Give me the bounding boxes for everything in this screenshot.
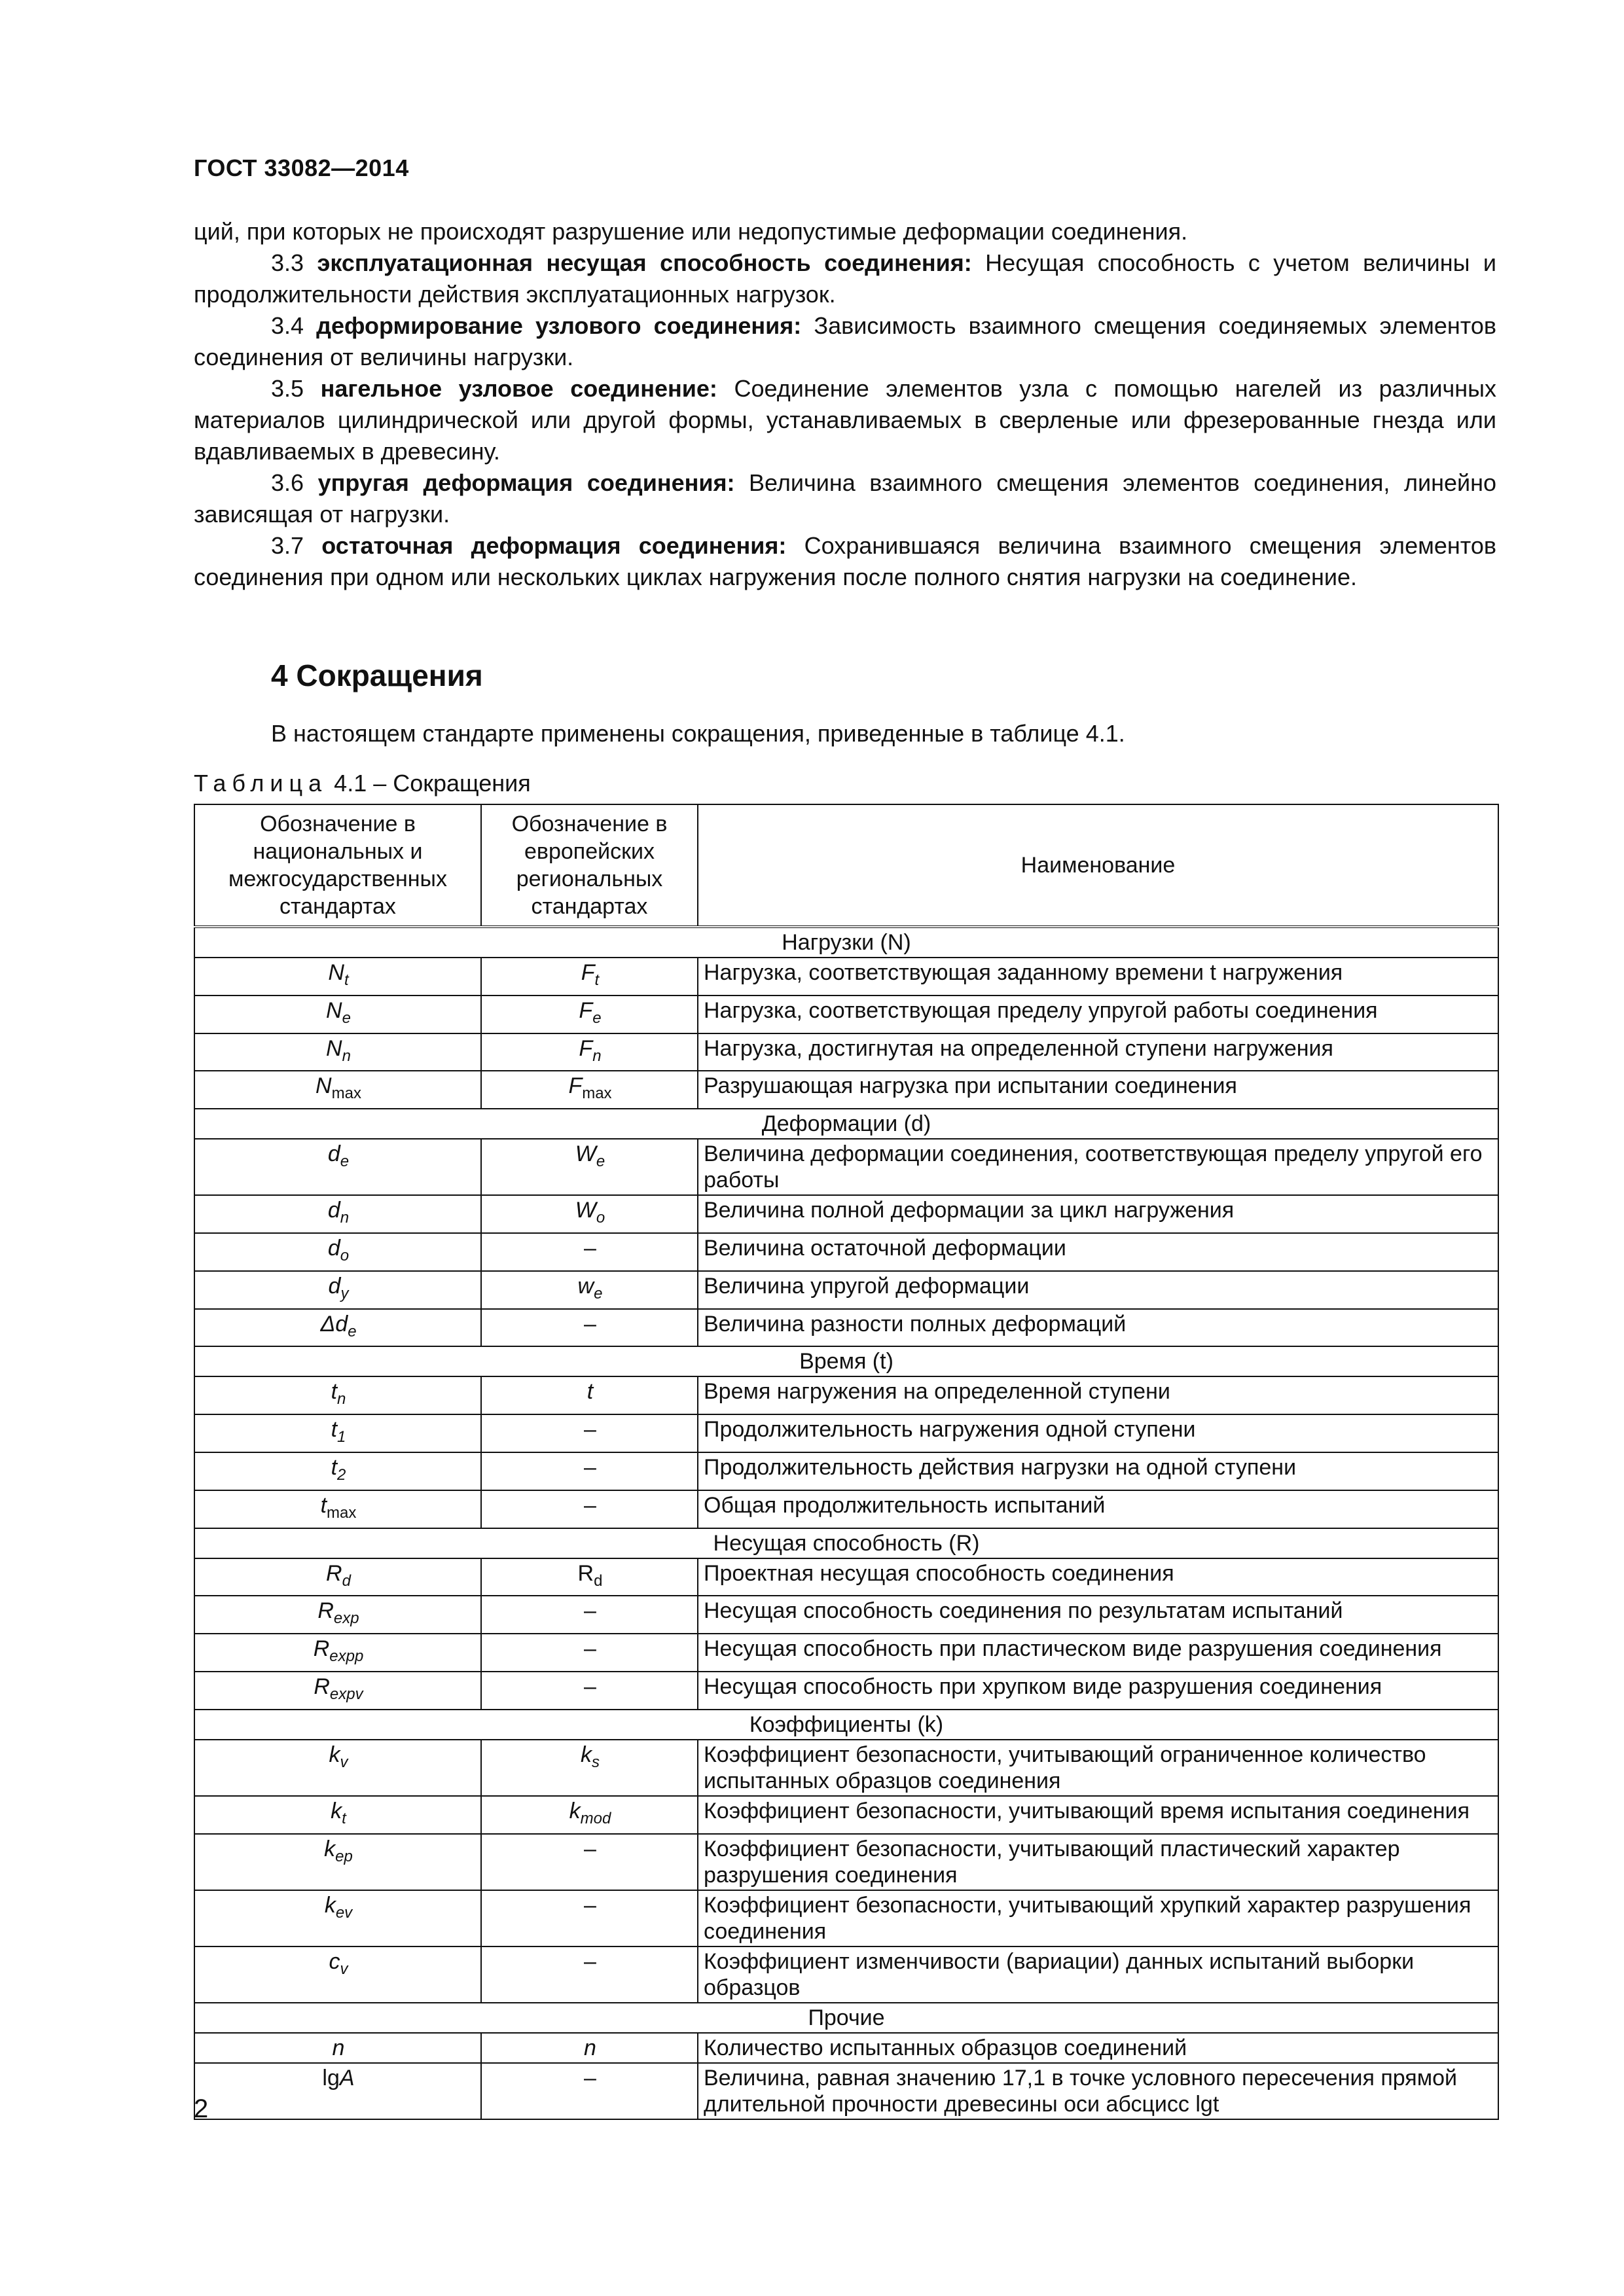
name-cell: Коэффициент безопасности, учитывающий хрупкий характер разрушения соединения (698, 1890, 1498, 1946)
table-group-row (194, 1528, 1498, 1558)
european-designation-cell: $w_e$ (481, 1271, 698, 1309)
european-designation-cell: $W_e$ (481, 1139, 698, 1195)
clause-text: Соединение элементов узла с помощью нагелей из различных материалов цилиндрической или другой формы, устанавливаемых в сверленые или фрезерованные гнезда или вдавливаемых в древесину. (194, 375, 1496, 465)
national-designation-cell: $c_v$ (194, 1946, 481, 2003)
table-caption-text: 4.1 – Сокращения (334, 770, 531, 797)
national-designation-cell: $d_n$ (194, 1195, 481, 1233)
table-row (194, 1376, 1498, 1414)
name-cell: Величина полной деформации за цикл нагружения (698, 1195, 1498, 1233)
table-group-title: Нагрузки (N) (194, 927, 1498, 958)
european-designation-cell: – (481, 1946, 698, 2003)
european-designation-cell: – (481, 1452, 698, 1490)
national-designation-cell: $t_1$ (194, 1414, 481, 1452)
clause-term: упругая деформация соединения: (317, 469, 735, 496)
european-designation-cell: n (481, 2033, 698, 2063)
european-designation-cell: – (481, 1309, 698, 1347)
name-cell: Нагрузка, достигнутая на определенной ступени нагружения (698, 1033, 1498, 1071)
table-row (194, 996, 1498, 1033)
european-designation-cell: – (481, 1890, 698, 1946)
clause-term: эксплуатационная несущая способность соединения: (317, 249, 972, 276)
table-row (194, 1740, 1498, 1796)
european-designation-cell: $W_o$ (481, 1195, 698, 1233)
national-designation-cell: $k_t$ (194, 1796, 481, 1834)
european-designation-cell: $R_d$ (481, 1558, 698, 1596)
clause-number: 3.3 (271, 249, 304, 276)
clause-text: Зависимость взаимного смещения соединяемых элементов соединения от величины нагрузки. (194, 312, 1496, 370)
table-group-row (194, 2003, 1498, 2033)
table-group-title: Коэффициенты (k) (194, 1710, 1498, 1740)
national-designation-cell: $R_d$ (194, 1558, 481, 1596)
european-designation-cell: – (481, 1834, 698, 1890)
european-designation-cell: $k_s$ (481, 1740, 698, 1796)
clause-number: 3.4 (271, 312, 304, 339)
european-designation-cell: $F_e$ (481, 996, 698, 1033)
table-group-row (194, 927, 1498, 958)
table-row (194, 1834, 1498, 1890)
header-european-designation: Обозначение в европейских региональных стандартах (481, 804, 698, 927)
name-cell: Величина деформации соединения, соответствующая пределу упругой его работы (698, 1139, 1498, 1195)
table-row (194, 1452, 1498, 1490)
european-designation-cell: t (481, 1376, 698, 1414)
name-cell: Продолжительность действия нагрузки на одной ступени (698, 1452, 1498, 1490)
european-designation-cell: – (481, 1634, 698, 1672)
national-designation-cell: $k_{ev}$ (194, 1890, 481, 1946)
european-designation-cell: $F_{max}$ (481, 1071, 698, 1109)
table-row (194, 1558, 1498, 1596)
name-cell: Коэффициент изменчивости (вариации) данных испытаний выборки образцов (698, 1946, 1498, 2003)
definition-3-6 (194, 467, 1496, 530)
table-row (194, 1596, 1498, 1634)
national-designation-cell: $\Delta d_e$ (194, 1309, 481, 1347)
table-row (194, 1490, 1498, 1528)
name-cell: Разрушающая нагрузка при испытании соединения (698, 1071, 1498, 1109)
name-cell: Величина упругой деформации (698, 1271, 1498, 1309)
national-designation-cell: $N_n$ (194, 1033, 481, 1071)
national-designation-cell: $k_v$ (194, 1740, 481, 1796)
name-cell: Коэффициент безопасности, учитывающий ограниченное количество испытанных образцов соединения (698, 1740, 1498, 1796)
european-designation-cell: $k_{mod}$ (481, 1796, 698, 1834)
european-designation-cell: – (481, 1490, 698, 1528)
table-row (194, 1271, 1498, 1309)
paragraph-continuation (194, 216, 1496, 247)
table-group-title: Несущая способность (R) (194, 1528, 1498, 1558)
national-designation-cell: $N_e$ (194, 996, 481, 1033)
name-cell: Общая продолжительность испытаний (698, 1490, 1498, 1528)
definition-3-5 (194, 373, 1496, 467)
clause-text: Величина взаимного смещения элементов соединения, линейно зависящая от нагрузки. (194, 469, 1496, 528)
table-row (194, 1890, 1498, 1946)
national-designation-cell: $t_2$ (194, 1452, 481, 1490)
table-row (194, 958, 1498, 996)
european-designation-cell: – (481, 2063, 698, 2119)
table-body (194, 927, 1498, 2119)
table-row (194, 2063, 1498, 2119)
table-caption-word: Таблица (194, 770, 328, 797)
clause-term: остаточная деформация соединения: (321, 532, 787, 559)
name-cell: Величина остаточной деформации (698, 1233, 1498, 1271)
national-designation-cell: $R_{expv}$ (194, 1672, 481, 1710)
table-group-title: Прочие (194, 2003, 1498, 2033)
national-designation-cell: $t_{max}$ (194, 1490, 481, 1528)
national-designation-cell: $N_t$ (194, 958, 481, 996)
national-designation-cell: $R_{expp}$ (194, 1634, 481, 1672)
section-intro: В настоящем стандарте применены сокращения, приведенные в таблице 4.1. (271, 720, 1125, 747)
name-cell: Несущая способность соединения по результатам испытаний (698, 1596, 1498, 1634)
national-designation-cell: n (194, 2033, 481, 2063)
definition-3-4 (194, 310, 1496, 373)
table-row (194, 1139, 1498, 1195)
table-row (194, 1634, 1498, 1672)
name-cell: Время нагружения на определенной ступени (698, 1376, 1498, 1414)
clause-term: нагельное узловое соединение: (320, 375, 717, 402)
table-group-title: Время (t) (194, 1346, 1498, 1376)
national-designation-cell: $d_y$ (194, 1271, 481, 1309)
table-row (194, 1195, 1498, 1233)
european-designation-cell: – (481, 1233, 698, 1271)
table-row (194, 1796, 1498, 1834)
header-name: Наименование (698, 804, 1498, 927)
table-header-row (194, 804, 1498, 927)
table-row (194, 1033, 1498, 1071)
table-row (194, 2033, 1498, 2063)
national-designation-cell: $d_o$ (194, 1233, 481, 1271)
national-designation-cell: $N_{max}$ (194, 1071, 481, 1109)
table-row (194, 1946, 1498, 2003)
table-caption (194, 770, 531, 797)
name-cell: Проектная несущая способность соединения (698, 1558, 1498, 1596)
national-designation-cell: $t_n$ (194, 1376, 481, 1414)
european-designation-cell: – (481, 1596, 698, 1634)
clause-number: 3.6 (271, 469, 304, 496)
name-cell: Количество испытанных образцов соединений (698, 2033, 1498, 2063)
document-header: ГОСТ 33082—2014 (194, 154, 409, 181)
page-number: 2 (194, 2094, 209, 2123)
european-designation-cell: $F_t$ (481, 958, 698, 996)
name-cell: Величина, равная значению 17,1 в точке условного пересечения прямой длительной прочности древесины оси абсцисс lgt (698, 2063, 1498, 2119)
clause-text: Сохранившаяся величина взаимного смещения элементов соединения при одном или нескольких циклах нагружения после полного снятия нагрузки на соединение. (194, 532, 1496, 590)
table-row (194, 1672, 1498, 1710)
table-row (194, 1414, 1498, 1452)
abbreviations-table (194, 804, 1499, 2120)
section-title: 4 Сокращения (271, 658, 483, 692)
definition-3-3 (194, 247, 1496, 310)
clause-text: Несущая способность с учетом величины и продолжительности действия эксплуатационных нагрузок. (194, 249, 1496, 308)
header-national-designation: Обозначение в национальных и межгосударственных стандартах (194, 804, 481, 927)
table-group-row (194, 1109, 1498, 1139)
name-cell: Коэффициент безопасности, учитывающий время испытания соединения (698, 1796, 1498, 1834)
name-cell: Несущая способность при пластическом виде разрушения соединения (698, 1634, 1498, 1672)
clause-number: 3.7 (271, 532, 304, 559)
name-cell: Несущая способность при хрупком виде разрушения соединения (698, 1672, 1498, 1710)
european-designation-cell: – (481, 1672, 698, 1710)
name-cell: Величина разности полных деформаций (698, 1309, 1498, 1347)
definition-3-7 (194, 530, 1496, 593)
clause-number: 3.5 (271, 375, 304, 402)
paragraph-text: ций, при которых не происходят разрушение или недопустимые деформации соединения. (194, 218, 1188, 245)
name-cell: Нагрузка, соответствующая заданному времени t нагружения (698, 958, 1498, 996)
definitions-block (194, 216, 1496, 593)
national-designation-cell: $R_{exp}$ (194, 1596, 481, 1634)
name-cell: Коэффициент безопасности, учитывающий пластический характер разрушения соединения (698, 1834, 1498, 1890)
table-row (194, 1309, 1498, 1347)
name-cell: Продолжительность нагружения одной ступени (698, 1414, 1498, 1452)
table-group-row (194, 1346, 1498, 1376)
national-designation-cell: lgA (194, 2063, 481, 2119)
clause-term: деформирование узлового соединения: (316, 312, 802, 339)
table-group-title: Деформации (d) (194, 1109, 1498, 1139)
national-designation-cell: $k_{ep}$ (194, 1834, 481, 1890)
european-designation-cell: – (481, 1414, 698, 1452)
table-row (194, 1071, 1498, 1109)
name-cell: Нагрузка, соответствующая пределу упругой работы соединения (698, 996, 1498, 1033)
table-group-row (194, 1710, 1498, 1740)
national-designation-cell: $d_e$ (194, 1139, 481, 1195)
table-row (194, 1233, 1498, 1271)
european-designation-cell: $F_n$ (481, 1033, 698, 1071)
